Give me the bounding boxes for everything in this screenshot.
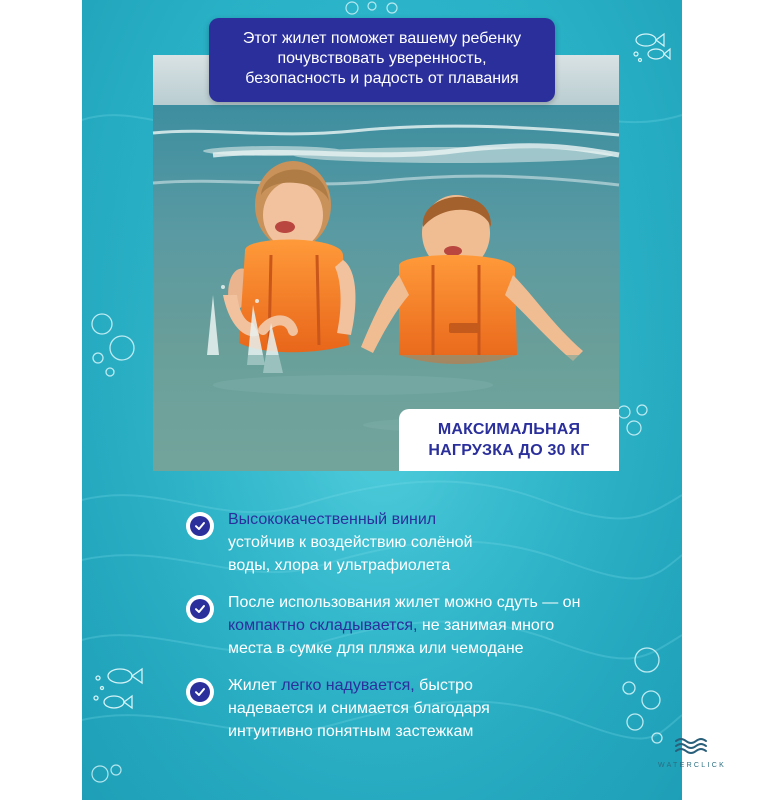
headline-line-1: Этот жилет поможет вашему ребенку: [242, 30, 522, 47]
bubbles-icon: [332, 0, 412, 20]
feature-line: устойчив к воздействию солёной: [228, 534, 473, 551]
feature-item-inflate: [186, 674, 656, 743]
product-poster: [82, 0, 727, 800]
feature-highlight: компактно складывается,: [228, 617, 418, 634]
max-load-line-2: НАГРУЗКА ДО 30 КГ: [428, 442, 590, 459]
brand-name: WATERCLICK: [657, 762, 727, 769]
feature-line: интуитивно понятным застежкам: [228, 723, 474, 740]
waves-logo-icon: [672, 736, 712, 756]
feature-line: После использования жилет можно сдуть — он: [228, 594, 581, 611]
headline-line-2: почувствовать уверенность,: [277, 50, 487, 67]
features-list: [186, 508, 656, 757]
feature-item-compact: [186, 591, 656, 660]
check-icon: [186, 678, 214, 706]
fish-icon: [630, 28, 674, 64]
feature-line: воды, хлора и ультрафиолета: [228, 557, 451, 574]
headline-banner: [209, 18, 555, 102]
max-load-label: [399, 409, 619, 471]
check-icon: [186, 512, 214, 540]
max-load-line-1: МАКСИМАЛЬНАЯ: [437, 421, 581, 438]
check-icon: [186, 595, 214, 623]
feature-highlight: легко надувается,: [281, 677, 415, 694]
bubbles-icon: [84, 310, 144, 380]
brand-logo: [650, 736, 734, 769]
feature-line: компактно складывается, не занимая много: [228, 617, 555, 634]
feature-line: надевается и снимается благодаря: [228, 700, 490, 717]
bubbles-icon: [612, 400, 662, 440]
feature-line: [228, 508, 656, 531]
bubbles-icon: [88, 760, 128, 790]
feature-highlight: Высококачественный винил: [228, 511, 437, 528]
feature-item-material: [186, 508, 656, 577]
feature-line: Жилет легко надувается, быстро: [228, 677, 473, 694]
headline-line-3: безопасность и радость от плавания: [245, 70, 519, 87]
fish-icon: [90, 658, 148, 718]
feature-line: места в сумке для пляжа или чемодане: [228, 640, 524, 657]
